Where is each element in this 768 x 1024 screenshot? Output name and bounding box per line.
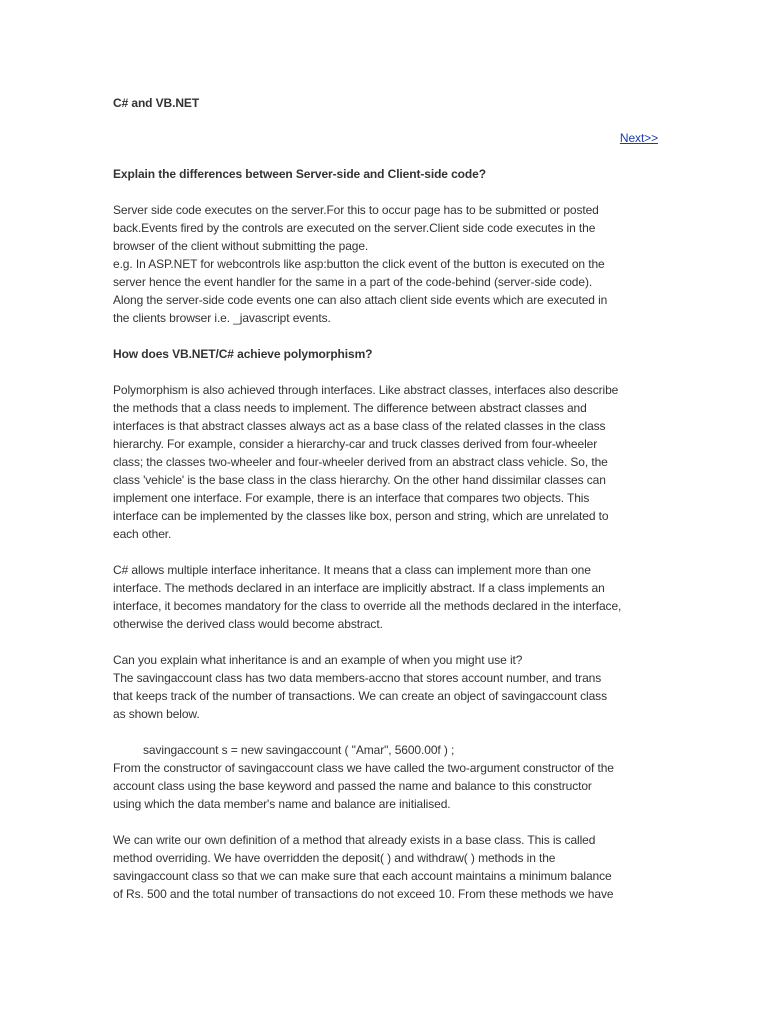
spacer [113, 633, 658, 651]
answer-polymorphism-paragraph-1: Polymorphism is also achieved through interfaces. Like abstract classes, interfaces also describe the methods that a class needs to implement. The difference between abstract classes and interfaces is that abstract classes always act as a base class of the related classes in the class hierarchy. For example, consider a hierarchy-car and truck classes derived from four-wheeler class; the classes two-wheeler and four-wheeler derived from an abstract class vehicle. So, the class 'vehicle' is the base class in the class hierarchy. On the other hand dissimilar classes can implement one interface. For example, there is an interface that compares two objects. This interface can be implemented by the classes like box, person and string, which are unrelated to each other. [113, 383, 619, 541]
inheritance-paragraph-1: Can you explain what inheritance is and an example of when you might use it? The savingaccount class has two data members-accno that stores account number, and trans that keeps track of the number of transactions. We can create an object of savingaccount class as shown below. [113, 653, 607, 721]
spacer [113, 147, 658, 165]
next-link[interactable]: Next>> [619, 131, 658, 145]
question-polymorphism: How does VB.NET/C# achieve polymorphism? [113, 347, 373, 361]
inheritance-paragraph-2: From the constructor of savingaccount class we have called the two-argument constructor of the account class using the base keyword and passed the name and balance to this constructor using which the data member's name and balance are initialised. [113, 761, 614, 811]
document-page [113, 94, 658, 903]
inheritance-paragraph-3: We can write our own definition of a method that already exists in a base class. This is called method overriding. We have overridden the deposit( ) and withdraw( ) methods in the savingaccount class so that we can make sure that each account maintains a minimum balance of Rs. 500 and the total number of transactions do not exceed 10. From these methods we have [113, 833, 614, 901]
code-example: savingaccount s = new savingaccount ( "Amar", 5600.00f ) ; [143, 743, 455, 757]
spacer [113, 327, 658, 345]
spacer [113, 543, 658, 561]
spacer [113, 723, 658, 741]
answer-polymorphism-paragraph-2: C# allows multiple interface inheritance. It means that a class can implement more than one interface. The methods declared in an interface are implicitly abstract. If a class implements an interface, it becomes mandatory for the class to override all the methods declared in the interface, otherwise the derived class would become abstract. [113, 563, 622, 631]
question-server-client: Explain the differences between Server-side and Client-side code? [113, 167, 486, 181]
spacer [113, 363, 658, 381]
document-title: C# and VB.NET [113, 96, 200, 110]
next-row [113, 129, 658, 147]
spacer [113, 183, 658, 201]
spacer [113, 813, 658, 831]
answer-server-client: Server side code executes on the server.For this to occur page has to be submitted or posted back.Events fired by the controls are executed on the server.Client side code executes in the browser of the client without submitting the page. e.g. In ASP.NET for webcontrols like asp:button the click event of the button is executed on the server hence the event handler for the same in a part of the code-behind (server-side code). Along the server-side code events one can also attach client side events which are executed in the clients browser i.e. _javascript events. [113, 203, 608, 325]
